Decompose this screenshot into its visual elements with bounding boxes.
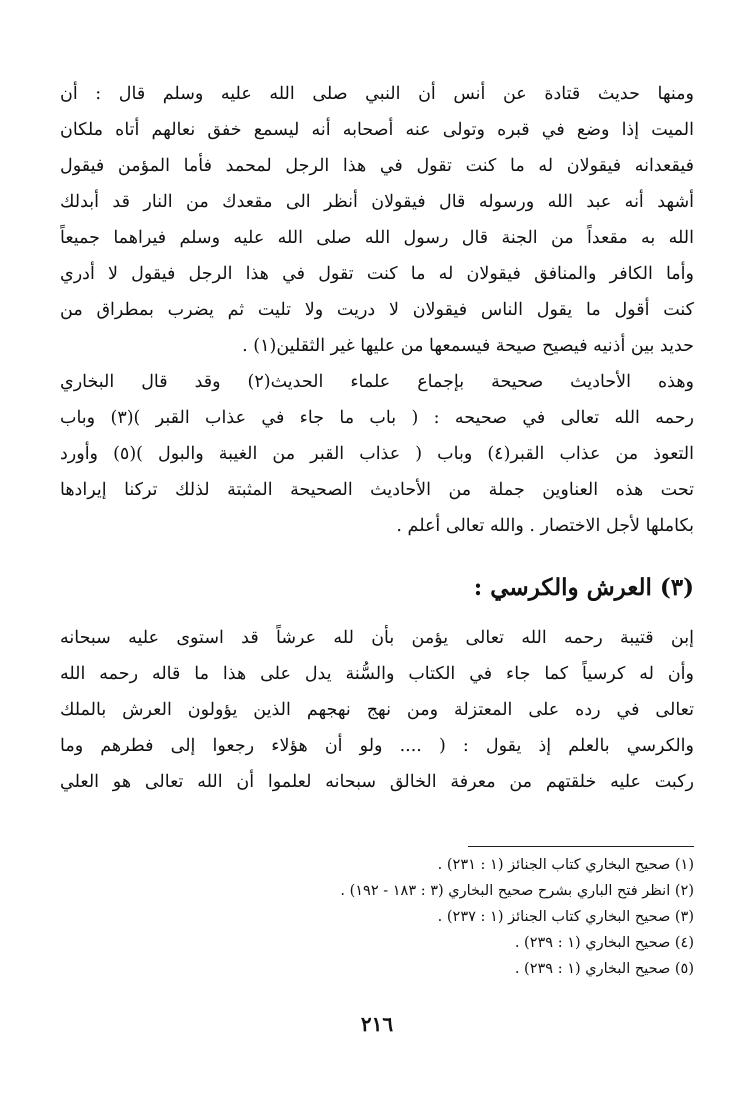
text-line: ومنها حديث قتادة عن أنس أن النبي صلى الله عليه وسلم قال : أن (60, 84, 694, 104)
text-line: فيقعدانه فيقولان له ما كنت تقول في هذا الرجل لمحمد فأما المؤمن فيقول (60, 156, 694, 176)
text-line: كنت أقول ما يقول الناس فيقولان لا دريت ولا تليت ثم يضرب بمطراق من (60, 300, 694, 320)
text-line: والكرسي بالعلم إذ يقول : ( .... ولو أن هؤلاء رجعوا إلى فطرهم وما (60, 736, 694, 756)
text-line: وأما الكافر والمنافق فيقولان له ما كنت تقول في هذا الرجل فيقول لا أدري (60, 264, 694, 284)
text-line: أشهد أنه عبد الله ورسوله قال فيقولان أنظر الى مقعدك من النار قد أبدلك (60, 192, 694, 212)
text-line: التعوذ من عذاب القبر(٤) وباب ( عذاب القبر من الغيبة والبول )(٥) وأورد (60, 444, 694, 464)
footnote: (٥) صحيح البخاري (١ : ٢٣٩) . (514, 961, 694, 977)
text-line: الميت إذا وضع في قبره وتولى عنه أصحابه أنه ليسمع خفق نعالهم أتاه ملكان (60, 120, 694, 140)
text-line: إبن قتيبة رحمه الله تعالى يؤمن بأن لله عرشاً قد استوى عليه سبحانه (60, 628, 694, 648)
footnote: (٣) صحيح البخاري كتاب الجنائز (١ : ٢٣٧) . (437, 909, 694, 925)
footnote-divider (468, 846, 694, 847)
text-line: ركبت عليه خلقتهم من معرفة الخالق سبحانه لعلموا أن الله تعالى هو العلي (60, 772, 694, 792)
commentary-paragraph (60, 364, 694, 544)
book-page (60, 0, 694, 1094)
footnote: (٢) انظر فتح الباري بشرح صحيح البخاري (٣ : ١٨٣ - ١٩٢) . (340, 883, 694, 899)
throne-paragraph (60, 620, 694, 800)
hadith-paragraph (60, 76, 694, 364)
page-number: ٢١٦ (360, 1012, 394, 1036)
text-line: وأن له كرسياً كما جاء في الكتاب والسُّنة يدل على هذا ما قاله رحمه الله (60, 664, 694, 684)
footnote: (١) صحيح البخاري كتاب الجنائز (١ : ٢٣١) . (437, 857, 694, 873)
section-heading: (٣) العرش والكرسي : (473, 574, 694, 601)
text-line: رحمه الله تعالى في صحيحه : ( باب ما جاء في عذاب القبر )(٣) وباب (60, 408, 694, 428)
text-line: تحت هذه العناوين جملة من الأحاديث الصحيحة المثبتة لذلك تركنا إيرادها (60, 480, 694, 500)
text-line: وهذه الأحاديث صحيحة بإجماع علماء الحديث(٢) وقد قال البخاري (60, 372, 694, 392)
text-line: تعالى في رده على المعتزلة ومن نهج نهجهم الذين يؤولون العرش بالملك (60, 700, 694, 720)
footnotes (60, 852, 694, 982)
footnote: (٤) صحيح البخاري (١ : ٢٣٩) . (514, 935, 694, 951)
text-line: الله به مقعداً من الجنة قال رسول الله صلى الله عليه وسلم فيراهما جميعاً (60, 228, 694, 248)
text-line: بكاملها لأجل الاختصار . والله تعالى أعلم . (396, 516, 694, 536)
text-line: حديد بين أذنيه فيصيح صيحة فيسمعها من عليها غير الثقلين(١) . (242, 336, 694, 356)
